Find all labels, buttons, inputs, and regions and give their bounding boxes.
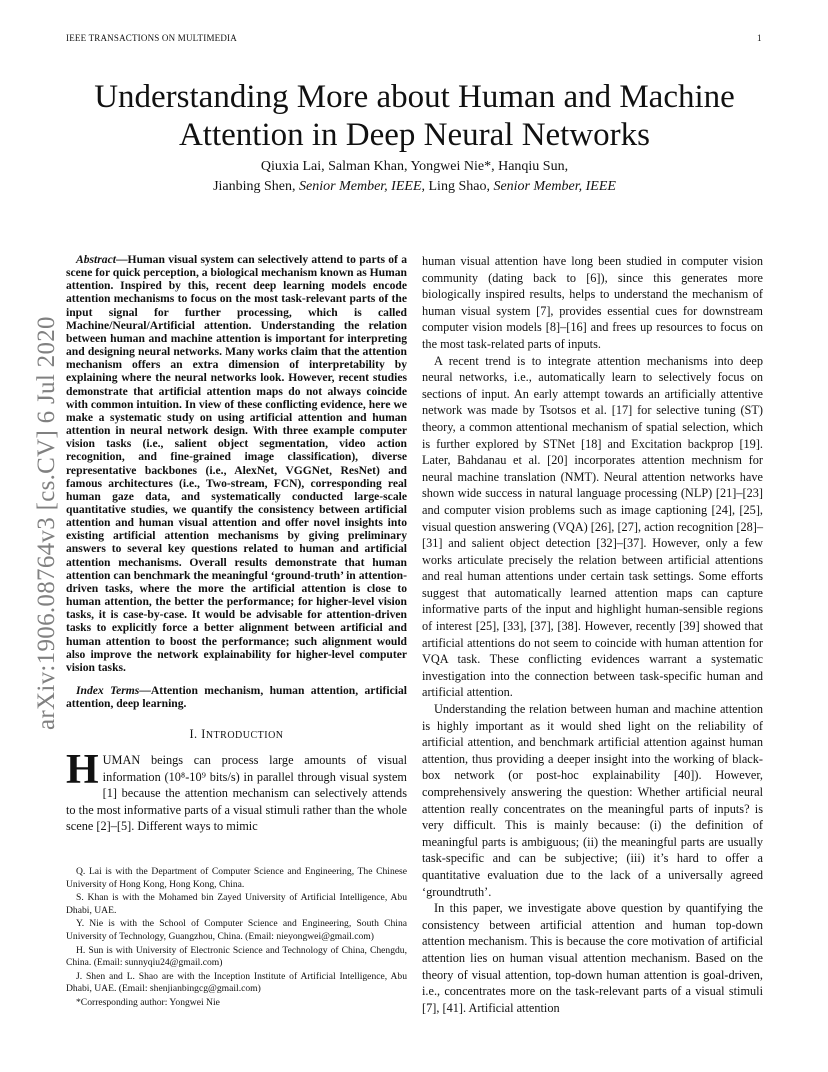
section-title-initial: I [201,727,206,742]
footnotes [66,866,407,1011]
abstract [66,253,407,674]
left-column [66,253,407,835]
section-numeral: I. [189,727,202,742]
drop-cap: H [66,746,99,793]
journal-header: IEEE TRANSACTIONS ON MULTIMEDIA [66,33,237,43]
abstract-label: Abstract [76,253,116,266]
author-names-b: , Ling Shao, [421,179,494,194]
section-title-rest: NTRODUCTION [205,730,284,742]
section-heading-introduction [66,726,407,745]
body-paragraph-1: human visual attention have long been studied in computer vision community (dating back to [6]), since this generates more biologically inspired results, helps to understand the mechanism of human visual system [7], provides essential cues for downstream computer vision models [8]–[16] and frees up resources to focus on the most task-related parts of inputs. [422,254,763,351]
body-paragraph-2: A recent trend is to integrate attention mechanisms into deep neural networks, i.e., automatically learn to selectively focus on sections of input. An early attempt towards an artificially attentive network was made by Tsotsos et al. [17] for selective tuning (ST) theory, a common attentional mechanism of spatial selection, which is further explored by STNet [18] and Excitation backprop [19]. Later, Bahdanau et al. [20] incorporates attention mechnism for neural machine translation (NMT). Neural attention networks have shown wide success in natural language processing (NLP) [21]–[23] and computer vision problems such as image captioning [24], [25], visual question answering (VQA) [26], [27], action recognition [28]–[31] and salient object detection [32]–[37]. However, only a few works articulate precisely the relation between artificial attentions and real human attentions under certain task settings. Some efforts suggest that automatically learned attention maps can capture informative parts of the input and highlight human-sensible regions of interest [25], [33], [37], [38]. However, recently [39] showed that artificial attentions do not seem to coincide with human attention for VQA task. These conflicting evidences warrant a systematic investigation into the connection between task-specific human and artificial attention. [422,353,763,700]
index-terms-text: —Attention mechanism, human attention, artificial attention, deep learning. [66,684,407,711]
first-word-rest: UMAN [102,752,141,767]
right-column [422,253,763,1016]
author-line-1: Qiuxia Lai, Salman Khan, Yongwei Nie*, Hanqiu Sun, [260,159,569,174]
arxiv-stamp: arXiv:1906.08764v3 [cs.CV] 6 Jul 2020 [33,316,60,730]
author-block [66,157,763,197]
page-number: 1 [757,33,762,43]
author-line-2 [66,177,763,197]
author-role-b: Senior Member, IEEE [493,179,616,194]
footnote-affiliation: H. Sun is with University of Electronic Science and Technology of China, Chengdu, China. (Email: sunnyqiu24@gmail.com) [66,944,407,969]
footnote-affiliation: S. Khan is with the Mohamed bin Zayed University of Artificial Intelligence, Abu Dhabi, UAE. [66,892,407,916]
intro-text: beings can process large amounts of visual information (10⁸-10⁹ bits/s) in parallel through visual system [1] because the attention mechanism can selectively attends to the most informative parts of a visual stimuli rather than the whole scene [2]–[5]. Different ways to mimic [66,752,407,834]
body-paragraph-3: Understanding the relation between human and machine attention is highly important as it would shed light on the reliability of artificial attention, and benchmark artificial attention against human attention, thus providing a deeper insight into the working of black-box network (or post-hoc explainability [40]). However, comprehensively answering the question: Whether artificial neural attention really concentrates on the meaningful parts of inputs? is very difficult. This is mainly because: (i) the definition of meaningful parts is ambiguous; (ii) the meaningful parts are usually task-specific and can be subjective; (iii) it’s hard to offer a quantitative evaluation due to the lack of a universally agreed ‘groundtruth’. [422,702,763,899]
index-terms-label: Index Terms [76,684,140,697]
abstract-text: —Human visual system can selectively attend to parts of a scene for quick perception, a biological mechanism known as Human attention. Inspired by this, recent deep learning models encode attention mechanisms to focus on the most task-relevant parts of the input signal for further processing, which is called Machine/Neural/Artificial attention. Understanding the relation between human and machine attention is important for interpreting and designing neural networks. Many works claim that the attention mechanism offers an extra dimension of interpretability by explaining where the neural networks look. However, recent studies demonstrate that artificial attention maps do not always coincide with common intuition. In view of these conflicting evidence, here we make a systematic study on using artificial attention and human attention in neural network design. With three example computer vision tasks (i.e., salient object segmentation, video action recognition, and fine-grained image classification), diverse representative backbones (i.e., AlexNet, VGGNet, ResNet) and famous architectures (i.e., Two-stream, FCN), corresponding real human gaze data, and systematically conducted large-scale quantitative studies, we quantify the consistency between artificial attention and human visual attention and offer novel insights into existing artificial attention mechanisms by giving preliminary answers to several key questions related to human and artificial attention mechanisms. Overall results demonstrate that human attention can benchmark the meaningful ‘ground-truth’ in attention-driven tasks, where the more the artificial attention is close to human attention, the better the performance; for higher-level vision tasks, it is case-by-case. It would be advisable for attention-driven tasks to explicitly force a better alignment between artificial and human attention to boost the performance; such alignment would also improve the network explainability for higher-level computer vision tasks. [66,253,407,674]
index-terms [66,684,407,710]
footnote-affiliation: Y. Nie is with the School of Computer Science and Engineering, South China University of Technology, Guangzhou, China. (Email: nieyongwei@gmail.com) [66,918,407,942]
footnote-affiliation: J. Shen and L. Shao are with the Inception Institute of Artificial Intelligence, Abu Dhabi, UAE. (Email: shenjianbingcg@gmail.com) [66,970,407,995]
footnote-corresponding: *Corresponding author: Yongwei Nie [76,996,220,1008]
introduction-paragraph [66,746,407,835]
author-role-a: Senior Member, IEEE [299,179,422,194]
footnote-affiliation: Q. Lai is with the Department of Computer Science and Engineering, The Chinese University of Hong Kong, Hong Kong, China. [66,866,407,890]
body-paragraph-4: In this paper, we investigate above question by quantifying the consistency between artificial attention and human top-down attention mechanism. This is because the core motivation of artificial attention lies on human visual attention mechanism. Based on the theory of visual attention, top-down human attention is goal-driven, i.e., concentrates more on the task-relevant parts of a visual stimuli [7], [41]. Artificial attention [422,901,763,1015]
paper-title: Understanding More about Human and Machine Attention in Deep Neural Networks [94,79,735,153]
author-names-a: Jianbing Shen, [213,179,300,194]
